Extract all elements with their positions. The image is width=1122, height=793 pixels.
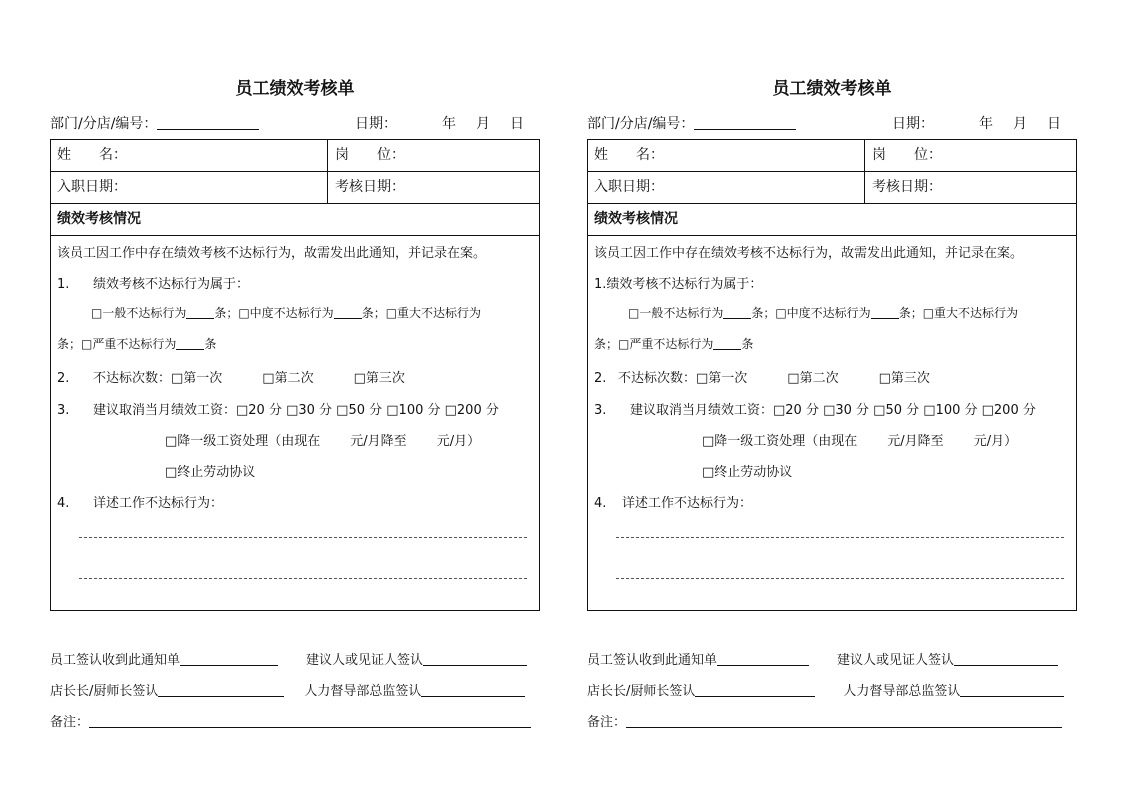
hire-date-field[interactable]: 入职日期： [51,172,328,203]
sign-hr-field[interactable] [421,683,525,697]
table-row [588,204,1076,236]
checkbox-severe[interactable]: 条；□严重不达标行为 [57,337,177,351]
performance-form-right [587,0,1077,793]
signature-row-1 [587,649,1058,668]
item-number: 1. [57,277,70,292]
item-4-text: 详述工作不达标行为： [622,496,753,511]
item-number: 3. [594,403,607,418]
item-1-options-cont [594,335,753,352]
item-3 [57,399,499,418]
sign-hr-field[interactable] [960,683,1064,697]
item-3 [594,399,1036,418]
checkbox-terminate[interactable]: □终止劳动协议 [165,465,256,480]
unit-label: 条 [204,337,217,351]
date-label: 日期： [892,116,934,132]
sign-employee-field[interactable] [180,652,278,666]
item-4-text: 详述工作不达标行为： [93,496,224,511]
item-number: 2. [594,371,607,386]
form-body [588,236,1076,610]
year-label: 年 [979,116,993,132]
checkbox-major[interactable]: 条；□重大不达标行为 [898,306,1019,320]
signature-row-2 [587,680,1064,699]
item-1-text: 绩效考核不达标行为属于： [93,277,250,292]
sign-manager-label: 店长长/厨师长签认 [50,684,159,699]
remark-row [50,711,531,730]
item-1-options-cont [57,335,216,352]
section-title: 绩效考核情况 [57,211,141,227]
performance-form-left [50,0,540,793]
remark-field[interactable] [89,714,531,728]
form-table [587,139,1077,611]
review-date-field[interactable]: 考核日期： [335,179,405,195]
item-number: 1. [594,277,607,292]
form-header [587,113,1077,133]
table-row [51,140,539,172]
dept-field[interactable] [157,115,259,130]
intro-text: 该员工因工作中存在绩效考核不达标行为，故需发出此通知，并记录在案。 [594,246,1024,261]
item-number: 2. [57,371,70,386]
sign-employee-label: 员工签认收到此通知单 [50,653,181,668]
remark-field[interactable] [626,714,1062,728]
sign-witness-field[interactable] [954,652,1058,666]
checkbox-demote[interactable]: □降一级工资处理（由现在 [165,434,321,449]
sign-employee-field[interactable] [717,652,809,666]
table-row [588,172,1076,204]
checkbox-third[interactable]: □第三次 [353,371,405,386]
form-body [51,236,539,610]
position-field[interactable]: 岗 位： [335,147,405,163]
checkbox-general[interactable]: □一般不达标行为 [91,306,187,320]
checkbox-first[interactable]: 不达标次数：□第一次 [93,371,223,386]
section-title: 绩效考核情况 [594,211,678,227]
date-label: 日期： [355,116,397,132]
remark-label: 备注： [50,715,90,730]
checkbox-terminate[interactable]: □终止劳动协议 [702,465,793,480]
table-row [51,172,539,204]
position-field[interactable]: 岗 位： [872,147,942,163]
item-number: 4. [594,496,607,511]
sign-manager-label: 店长长/厨师长签认 [587,684,696,699]
sign-hr-label: 人力督导部总监签认 [843,684,961,699]
dept-label: 部门/分店/编号： [587,116,695,132]
item-1-options [628,304,1018,321]
remark-label: 备注： [587,715,627,730]
checkbox-third[interactable]: □第三次 [878,371,930,386]
month-label: 月 [1013,116,1027,132]
sign-witness-label: 建议人或见证人签认 [837,653,955,668]
checkbox-demote[interactable]: □降一级工资处理（由现在 [702,434,858,449]
sign-hr-label: 人力督导部总监签认 [304,684,422,699]
remark-row [587,711,1062,730]
intro-text: 该员工因工作中存在绩效考核不达标行为，故需发出此通知，并记录在案。 [57,246,487,261]
item-1 [57,273,249,292]
unit-label: 条 [741,337,754,351]
item-2 [57,367,405,386]
form-title: 员工绩效考核单 [772,79,892,99]
day-label: 日 [510,116,524,132]
item-4 [57,492,223,511]
form-title: 员工绩效考核单 [235,79,355,99]
item-3-demote: □降一级工资处理（由现在 元/月降至 元/月） [702,434,1018,449]
item-4 [594,492,752,511]
table-row [51,204,539,236]
item-3-demote: □降一级工资处理（由现在 元/月降至 元/月） [165,434,481,449]
signature-row-2 [50,680,525,699]
review-date-field[interactable]: 考核日期： [872,179,942,195]
item-number: 4. [57,496,70,511]
name-field[interactable]: 姓 名： [51,140,328,171]
dept-field[interactable] [694,115,796,130]
hire-date-field[interactable]: 入职日期： [588,172,865,203]
checkbox-first[interactable]: 不达标次数：□第一次 [618,371,748,386]
detail-line-2[interactable] [79,578,527,579]
item-1 [594,273,762,292]
item-number: 3. [57,403,70,418]
detail-line-2[interactable] [616,578,1064,579]
name-field[interactable]: 姓 名： [588,140,865,171]
salary-options[interactable]: 建议取消当月绩效工资：□20 分 □30 分 □50 分 □100 分 □200 分 [630,403,1036,418]
month-label: 月 [476,116,490,132]
sign-witness-label: 建议人或见证人签认 [306,653,424,668]
table-row [588,140,1076,172]
checkbox-second[interactable]: □第二次 [262,371,314,386]
signature-row-1 [50,649,527,668]
checkbox-second[interactable]: □第二次 [787,371,839,386]
item-1-text: 绩效考核不达标行为属于： [606,277,763,292]
form-header [50,113,540,133]
item-2 [594,367,930,386]
form-table [50,139,540,611]
salary-options[interactable]: 建议取消当月绩效工资：□20 分 □30 分 □50 分 □100 分 □200 分 [93,403,499,418]
sign-manager-field[interactable] [158,683,284,697]
year-label: 年 [442,116,456,132]
detail-line-1[interactable] [616,537,1064,538]
checkbox-severe[interactable]: 条；□严重不达标行为 [594,337,714,351]
checkbox-moderate[interactable]: 条；□中度不达标行为 [214,306,334,320]
checkbox-moderate[interactable]: 条；□中度不达标行为 [751,306,871,320]
checkbox-general[interactable]: □一般不达标行为 [628,306,724,320]
dept-label: 部门/分店/编号： [50,116,158,132]
detail-line-1[interactable] [79,537,527,538]
item-1-options [91,304,481,321]
checkbox-major[interactable]: 条；□重大不达标行为 [361,306,482,320]
sign-witness-field[interactable] [423,652,527,666]
sign-employee-label: 员工签认收到此通知单 [587,653,718,668]
day-label: 日 [1047,116,1061,132]
sign-manager-field[interactable] [695,683,815,697]
